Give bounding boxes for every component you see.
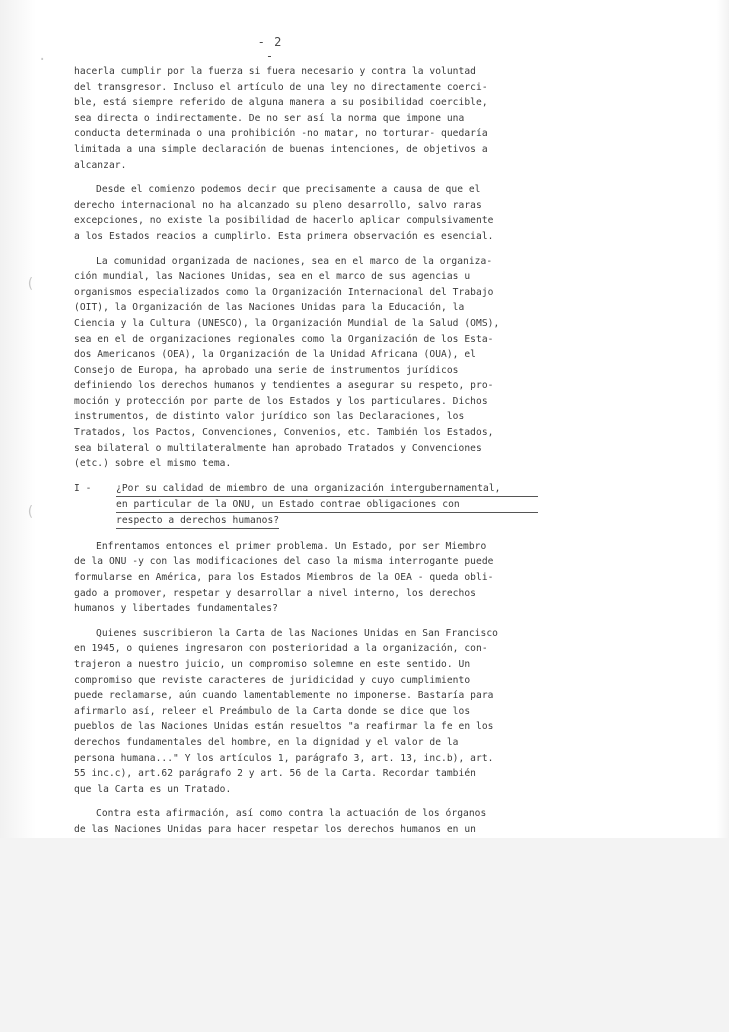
text-line: en 1945, o quienes ingresaron con posterioridad a la organización, con- bbox=[74, 643, 488, 655]
text-line: moción y protección por parte de los Estados y los particulares. Dichos bbox=[74, 395, 488, 407]
text-line: pueblos de las Naciones Unidas están resueltos "a reafirmar la fe en los bbox=[74, 721, 494, 733]
scan-bottom-area bbox=[0, 838, 729, 1032]
text-line: Contra esta afirmación, así como contra la actuación de los órganos bbox=[96, 808, 487, 820]
text-line: (etc.) sobre el mismo tema. bbox=[74, 458, 232, 470]
section-question bbox=[116, 481, 538, 529]
text-line: Desde el comienzo podemos decir que precisamente a causa de que el bbox=[96, 184, 481, 196]
text-line: que la Carta es un Tratado. bbox=[74, 783, 232, 795]
page-number: - 2 - bbox=[257, 35, 283, 63]
text-line: Consejo de Europa, ha aprobado una serie de instrumentos jurídicos bbox=[74, 364, 459, 376]
section-heading bbox=[74, 481, 538, 529]
document-body bbox=[74, 64, 538, 847]
text-line: de la ONU -y con las modificaciones del caso la misma interrogante puede bbox=[74, 556, 494, 568]
text-line: persona humana..." Y los artículos 1, parágrafo 3, art. 13, inc.b), art. bbox=[74, 752, 494, 764]
text-line: derecho internacional no ha alcanzado su pleno desarrollo, salvo raras bbox=[74, 199, 482, 211]
text-line: derechos fundamentales del hombre, en la dignidad y el valor de la bbox=[74, 736, 459, 748]
paragraph-4 bbox=[74, 539, 538, 617]
text-line: trajeron a nuestro juicio, un compromiso solemne en este sentido. Un bbox=[74, 659, 471, 670]
text-line: sea bilateral o multilateralmente han aprobado Tratados y Convenciones bbox=[74, 442, 482, 454]
margin-speck: ( bbox=[26, 504, 35, 520]
margin-speck: · bbox=[38, 52, 47, 68]
text-line: alcanzar. bbox=[74, 159, 127, 171]
text-line: sea en el de organizaciones regionales como la Organización de los Esta- bbox=[74, 333, 494, 345]
margin-speck: ( bbox=[26, 276, 35, 292]
text-line: formularse en América, para los Estados Miembros de la OEA - queda obli- bbox=[74, 572, 494, 584]
text-line: del transgresor. Incluso el artículo de una ley no directamente coerci- bbox=[74, 81, 488, 93]
text-line: a los Estados reacios a cumplirlo. Esta primera observación es esencial. bbox=[74, 230, 494, 242]
text-line: sea directa o indirectamente. De no ser así la norma que impone una bbox=[74, 112, 465, 124]
paragraph-1 bbox=[74, 64, 538, 173]
underlined-line: ¿Por su calidad de miembro de una organización intergubernamental, bbox=[116, 481, 538, 497]
text-line: afirmarlo así, releer el Preámbulo de la Carta donde se dice que los bbox=[74, 705, 471, 717]
text-line: Enfrentamos entonces el primer problema. Un Estado, por ser Miembro bbox=[96, 540, 487, 552]
text-line: de las Naciones Unidas para hacer respetar los derechos humanos en un bbox=[74, 823, 476, 835]
text-line: Tratados, los Pactos, Convenciones, Convenios, etc. También los Estados, bbox=[74, 427, 494, 439]
text-line: conducta determinada o una prohibición -no matar, no torturar- quedaría bbox=[74, 128, 488, 140]
text-line: (OIT), la Organización de las Naciones Unidas para la Educación, la bbox=[74, 302, 465, 314]
paragraph-2 bbox=[74, 182, 538, 244]
paragraph-6 bbox=[74, 806, 538, 837]
paragraph-3 bbox=[74, 254, 538, 472]
text-line: 55 inc.c), art.62 parágrafo 2 y art. 56 de la Carta. Recordar también bbox=[74, 768, 476, 780]
text-line: dos Americanos (OEA), la Organización de la Unidad Africana (OUA), el bbox=[74, 349, 476, 361]
text-line: excepciones, no existe la posibilidad de hacerlo aplicar compulsivamente bbox=[74, 215, 494, 227]
text-line: ble, está siempre referido de alguna manera a su posibilidad coercible, bbox=[74, 97, 488, 109]
section-number: I - bbox=[74, 482, 92, 494]
text-line: humanos y libertades fundamentales? bbox=[74, 603, 278, 615]
underlined-line: respecto a derechos humanos? bbox=[116, 513, 279, 529]
underlined-line: en particular de la ONU, un Estado contrae obligaciones con bbox=[116, 497, 538, 513]
text-line: definiendo los derechos humanos y tendientes a asegurar su respeto, pro- bbox=[74, 380, 494, 392]
text-line: instrumentos, de distinto valor jurídico son las Declaraciones, los bbox=[74, 411, 465, 423]
text-line: organismos especializados como la Organización Internacional del Trabajo bbox=[74, 286, 494, 298]
paragraph-5 bbox=[74, 626, 538, 798]
text-line: Ciencia y la Cultura (UNESCO), la Organización Mundial de la Salud (OMS), bbox=[74, 317, 500, 329]
text-line: gado a promover, respetar y desarrollar a nivel interno, los derechos bbox=[74, 587, 476, 599]
text-line: Quienes suscribieron la Carta de las Naciones Unidas en San Francisco bbox=[96, 627, 498, 639]
text-line: puede reclamarse, aún cuando lamentablemente no imponerse. Bastaría para bbox=[74, 690, 494, 702]
text-line: hacerla cumplir por la fuerza si fuera necesario y contra la voluntad bbox=[74, 66, 476, 77]
text-line: La comunidad organizada de naciones, sea en el marco de la organiza- bbox=[96, 255, 493, 267]
text-line: limitada a una simple declaración de buenas intenciones, de objetivos a bbox=[74, 143, 488, 155]
text-line: ción mundial, las Naciones Unidas, sea en el marco de sus agencias u bbox=[74, 271, 471, 283]
text-line: compromiso que reviste caracteres de juridicidad y cuyo cumplimiento bbox=[74, 674, 471, 686]
